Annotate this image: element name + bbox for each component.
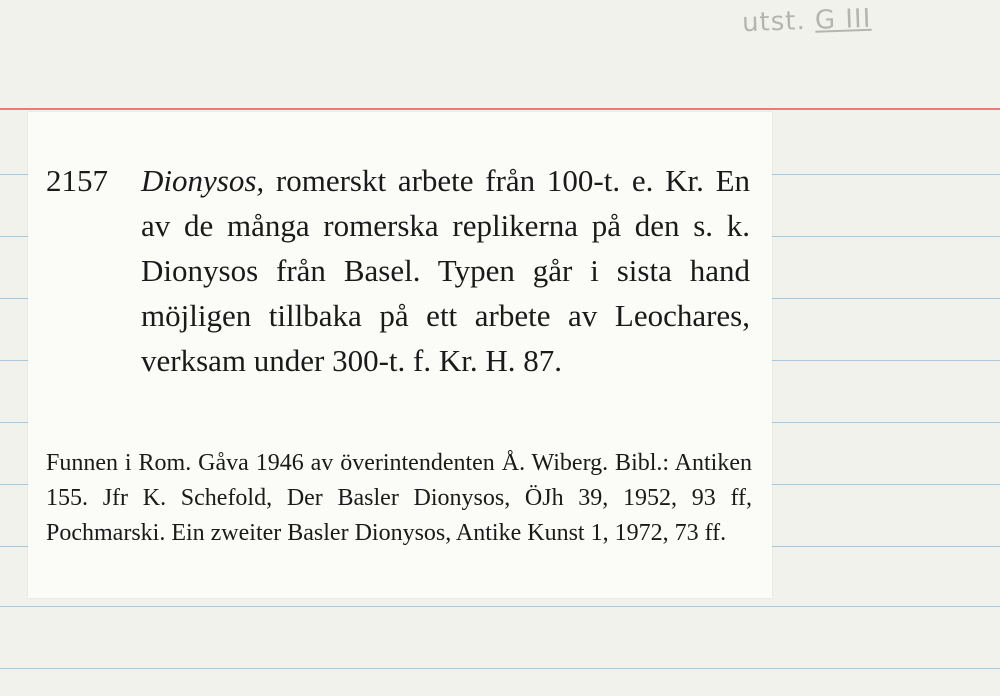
- entry-body: [141, 158, 750, 383]
- red-margin-rule: [0, 108, 1000, 110]
- pencil-prefix: utst.: [741, 6, 807, 39]
- entry-description: romerskt arbete från 100-t. e. Kr. En av de många romerska replikerna på den s. k. Dionysos från Basel. Typen går i sista hand möjligen tillbaka på ett arbete av Leochares, verksam under 300-t. f. Kr. H. 87.: [141, 163, 751, 378]
- catalogue-number: 2157: [46, 163, 108, 198]
- provenance-notes: Funnen i Rom. Gåva 1946 av överintendenten Å. Wiberg. Bibl.: Antiken 155. Jfr K. Schefold, Der Basler Dionysos, ÖJh 39, 1952, 93 ff, Pochmarski. Ein zweiter Basler Dionysos, Antike Kunst 1, 1972, 73 ff.: [46, 450, 752, 546]
- ruled-line: [0, 668, 1000, 669]
- pencil-annotation: [742, 4, 872, 38]
- entry-title: Dionysos,: [141, 163, 265, 198]
- catalogue-clipping: [28, 112, 772, 598]
- catalogue-entry: [46, 158, 750, 383]
- pencil-mark: G III: [814, 3, 872, 36]
- ruled-line: [0, 606, 1000, 607]
